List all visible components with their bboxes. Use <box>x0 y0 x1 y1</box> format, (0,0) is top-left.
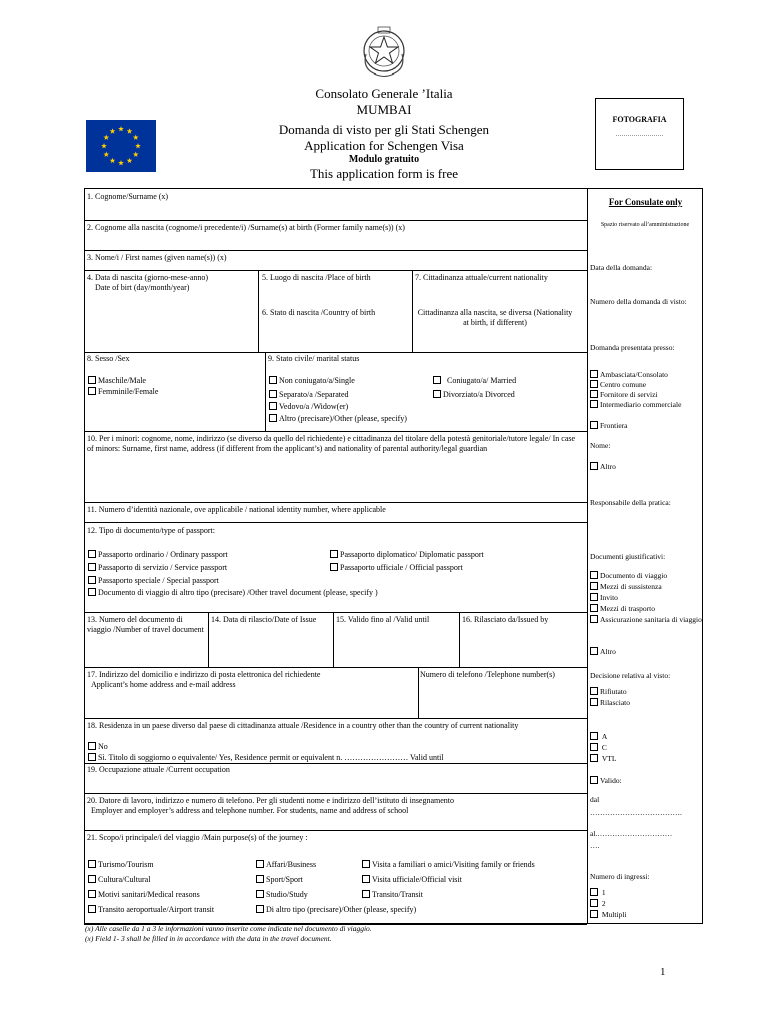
checkbox[interactable] <box>590 582 598 590</box>
checkbox[interactable] <box>269 414 277 422</box>
option-label: Intermediario commerciale <box>600 400 682 409</box>
option-label: VTL <box>601 754 617 763</box>
checkbox[interactable] <box>590 888 598 896</box>
free-note-it: Modulo gratuito <box>348 154 420 165</box>
purpose-airport-transit-option[interactable] <box>88 905 214 915</box>
field-12-label: 12. Tipo di documento/type of passport: <box>87 526 215 535</box>
sex-male-option[interactable] <box>88 376 146 386</box>
option-label: Coniugato/a/ Married <box>447 376 517 385</box>
doc-transport-option[interactable] <box>590 604 655 613</box>
checkbox[interactable] <box>362 875 370 883</box>
option-label: Passaporto ufficiale / Official passport <box>340 563 463 572</box>
checkbox[interactable] <box>269 402 277 410</box>
field-7b-label: Cittadinanza alla nascita, se diversa (Nationality at birth, if different) <box>417 308 573 327</box>
emblem-italy <box>358 24 410 80</box>
option-label: Multipli <box>601 910 627 919</box>
field-18-residence <box>87 721 557 731</box>
checkbox[interactable] <box>256 890 264 898</box>
marital-separated-option[interactable] <box>269 390 349 400</box>
option-label: Femminile/Female <box>98 387 159 396</box>
field-8-label: 8. Sesso /Sex <box>87 354 130 363</box>
valid-to-dots: …. <box>590 841 600 850</box>
option-label: A <box>601 732 608 741</box>
checkbox[interactable] <box>590 743 598 751</box>
submitted-at-label: Domanda presentata presso: <box>590 343 675 352</box>
passport-other-option[interactable] <box>88 588 378 598</box>
option-label: Passaporto speciale / Special passport <box>98 576 219 585</box>
checkbox[interactable] <box>269 376 277 384</box>
option-label: Visita a familiari o amici/Visiting family or friends <box>372 860 535 869</box>
checkbox[interactable] <box>590 400 598 408</box>
passport-official-option[interactable] <box>330 563 463 573</box>
purpose-official-option[interactable] <box>362 875 462 885</box>
photo-box[interactable] <box>595 98 684 170</box>
decision-issued-option[interactable] <box>590 698 630 707</box>
field-16-issued-by[interactable] <box>462 615 586 625</box>
purpose-transit-option[interactable] <box>362 890 423 900</box>
free-note-en: This application form is free <box>309 166 458 181</box>
purpose-other-option[interactable] <box>256 905 416 915</box>
field-16-label: 16. Rilasciato da/Issued by <box>462 615 549 624</box>
option-label: Altro <box>600 647 616 656</box>
submitted-border-option[interactable] <box>590 421 628 430</box>
option-label: Centro comune <box>600 380 647 389</box>
field-15-label: 15. Valido fino al /Valid until <box>336 615 430 624</box>
field-17-home-address[interactable] <box>87 670 415 690</box>
field-18-label: 18. Residenza in un paese diverso dal paese di cittadinanza attuale /Residence in a country other than the country of current nationality <box>87 721 519 730</box>
eu-flag <box>86 120 156 172</box>
consulate-city: MUMBAI <box>356 102 412 117</box>
consulate-only-title: For Consulate only <box>608 197 683 207</box>
footnote-en: (x) Field 1- 3 shall be filled in in accordance with the data in the travel document. <box>85 934 332 943</box>
option-label: Rifiutato <box>600 687 627 696</box>
purpose-medical-option[interactable] <box>88 890 200 900</box>
checkbox[interactable] <box>590 732 598 740</box>
consulate-name: Consolato Generale ’Italia <box>315 86 453 101</box>
checkbox[interactable] <box>433 376 441 384</box>
marital-other-option[interactable] <box>269 414 407 424</box>
checkbox[interactable] <box>590 593 598 601</box>
checkbox[interactable] <box>88 563 96 571</box>
checkbox[interactable] <box>88 753 96 761</box>
application-date-label: Data della domanda: <box>590 263 653 272</box>
checkbox[interactable] <box>330 550 338 558</box>
checkbox[interactable] <box>590 380 598 388</box>
field-20-label: 20. Datore di lavoro, indirizzo e numero di telefono. Per gli studenti nome e indirizzo dell’istituto di insegnamento <box>87 796 455 805</box>
option-label: Passaporto diplomatico/ Diplomatic passport <box>340 550 484 559</box>
option-label: Di altro tipo (precisare)/Other (please, specify) <box>266 905 417 914</box>
passport-special-option[interactable] <box>88 576 219 586</box>
field-14-label: 14. Data di rilascio/Date of Issue <box>211 615 317 624</box>
checkbox[interactable] <box>256 905 264 913</box>
field-7-label: 7. Cittadinanza attuale/current nationality <box>415 273 548 282</box>
field-19-label: 19. Occupazione attuale /Current occupation <box>87 765 230 774</box>
residence-no-option[interactable] <box>88 742 108 752</box>
form-title-en: Application for Schengen Visa <box>304 138 464 153</box>
option-label: Valido: <box>600 776 622 785</box>
entries-1-option[interactable] <box>590 888 606 897</box>
checkbox[interactable] <box>88 742 96 750</box>
option-label: Non coniugato/a/Single <box>279 376 355 385</box>
submitted-intermediary-option[interactable] <box>590 400 702 409</box>
field-2-surname-at-birth[interactable] <box>87 223 405 233</box>
field-12-document-type <box>87 526 215 536</box>
option-label: Divorziato/a Divorced <box>443 390 515 399</box>
field-7-nationality[interactable] <box>415 273 585 283</box>
option-label: Mezzi di sussistenza <box>600 582 662 591</box>
option-label: Invito <box>600 593 618 602</box>
entries-multi-option[interactable] <box>590 910 626 919</box>
option-label: Ambasciata/Consolato <box>600 370 668 379</box>
checkbox[interactable] <box>590 910 598 918</box>
field-3-label: 3. Nome/i / First names (given name(s)) (x) <box>87 253 227 262</box>
field-1-label: 1. Cognome/Surname (x) <box>87 192 169 201</box>
checkbox[interactable] <box>590 421 598 429</box>
valid-from-dots[interactable]: ………………………………. <box>590 808 682 817</box>
checkbox[interactable] <box>88 387 96 395</box>
checkbox[interactable] <box>88 875 96 883</box>
field-6-label: 6. Stato di nascita /Country of birth <box>262 308 376 317</box>
decision-refused-option[interactable] <box>590 687 627 696</box>
option-label: Passaporto ordinario / Ordinary passport <box>98 550 228 559</box>
photo-dots: …………………… <box>615 132 664 138</box>
checkbox[interactable] <box>88 376 96 384</box>
passport-service-option[interactable] <box>88 563 227 573</box>
checkbox[interactable] <box>330 563 338 571</box>
doc-travel-option[interactable] <box>590 571 667 580</box>
field-3-first-names[interactable] <box>87 253 227 263</box>
marital-divorced-option[interactable] <box>433 390 515 400</box>
submitted-provider-option[interactable] <box>590 390 658 399</box>
option-label: Rilasciato <box>600 698 630 707</box>
option-label: Maschile/Male <box>98 376 146 385</box>
sex-female-option[interactable] <box>88 387 158 397</box>
visa-type-a-option[interactable] <box>590 732 607 741</box>
option-label: No <box>98 742 108 751</box>
checkbox[interactable] <box>590 615 598 623</box>
checkbox[interactable] <box>88 860 96 868</box>
checkbox[interactable] <box>590 462 598 470</box>
checkbox[interactable] <box>88 588 96 596</box>
submitted-embassy-option[interactable] <box>590 370 668 379</box>
checkbox[interactable] <box>88 550 96 558</box>
option-label: Studio/Study <box>266 890 308 899</box>
purpose-tourism-option[interactable] <box>88 860 154 870</box>
footnote-it: (x) Alle caselle da 1 a 3 le informazioni vanno inserite come indicate nel documento di viaggio. <box>85 924 372 933</box>
field-20-employer[interactable] <box>87 796 582 816</box>
option-label: Documento di viaggio di altro tipo (precisare) /Other travel document (please, specify ) <box>98 588 378 597</box>
option-label: Altro <box>600 462 616 471</box>
checkbox[interactable] <box>590 698 598 706</box>
option-label: Motivi sanitari/Medical reasons <box>98 890 200 899</box>
checkbox[interactable] <box>88 890 96 898</box>
checkbox[interactable] <box>362 890 370 898</box>
option-label: Turismo/Tourism <box>98 860 154 869</box>
entries-label: Numero di ingressi: <box>590 872 650 881</box>
option-label: Sì. Titolo di soggiorno o equivalente/ Yes, Residence permit or equivalent n. …………………… Valid until <box>98 753 444 762</box>
reserved-note: Spazio riservato all’amministrazione <box>600 222 690 228</box>
field-6-country-of-birth[interactable] <box>262 308 392 318</box>
visa-type-c-option[interactable] <box>590 743 607 752</box>
submitted-other-option[interactable] <box>590 462 616 471</box>
field-2-label: 2. Cognome alla nascita (cognome/i precedente/i) /Surname(s) at birth (Former family name(s)) (x) <box>87 223 405 232</box>
name-label: Nome: <box>590 441 611 450</box>
purpose-sport-option[interactable] <box>256 875 303 885</box>
passport-ordinary-option[interactable] <box>88 550 228 560</box>
checkbox[interactable] <box>590 687 598 695</box>
checkbox[interactable] <box>433 390 441 398</box>
purpose-culture-option[interactable] <box>88 875 150 885</box>
checkbox[interactable] <box>590 604 598 612</box>
submitted-center-option[interactable] <box>590 380 646 389</box>
purpose-study-option[interactable] <box>256 890 308 900</box>
option-label: Frontiera <box>600 421 628 430</box>
doc-invite-option[interactable] <box>590 593 618 602</box>
responsible-label: Responsabile della pratica: <box>590 498 671 507</box>
doc-other-option[interactable] <box>590 647 616 656</box>
entries-2-option[interactable] <box>590 899 606 908</box>
field-20-label-en: Employer and employer’s address and telephone number. For students, name and address of school <box>91 806 409 815</box>
field-15-valid-until[interactable] <box>336 615 456 625</box>
field-21-purpose <box>87 833 308 843</box>
page-number: 1 <box>660 966 666 978</box>
option-label: Documento di viaggio <box>600 571 668 580</box>
option-label: Transito aeroportuale/Airport transit <box>98 905 215 914</box>
field-17-label-en: Applicant’s home address and e-mail address <box>91 680 236 689</box>
checkbox[interactable] <box>590 390 598 398</box>
field-9-label: 9. Stato civile/ marital status <box>268 354 360 363</box>
valid-from-label: dal <box>590 795 600 804</box>
checkbox[interactable] <box>256 875 264 883</box>
field-4-label-en: Date of birt (day/month/year) <box>95 283 190 292</box>
field-1-surname[interactable] <box>87 192 168 202</box>
checkbox[interactable] <box>590 776 598 784</box>
marital-widow-option[interactable] <box>269 402 348 412</box>
photo-label: FOTOGRAFIA <box>612 115 667 124</box>
checkbox[interactable] <box>590 754 598 762</box>
visa-type-vtl-option[interactable] <box>590 754 616 763</box>
field-11-national-id[interactable] <box>87 505 386 515</box>
valid-to-label[interactable]: al.………………………… <box>590 829 673 838</box>
application-number-label: Numero della domanda di visto: <box>590 297 687 306</box>
option-label: Cultura/Cultural <box>98 875 151 884</box>
field-4-label: 4. Data di nascita (giorno-mese-anno) <box>87 273 209 282</box>
valid-option[interactable] <box>590 776 622 785</box>
checkbox[interactable] <box>590 370 598 378</box>
option-label: 2 <box>601 899 606 908</box>
doc-means-option[interactable] <box>590 582 662 591</box>
option-label: Affari/Business <box>266 860 317 869</box>
checkbox[interactable] <box>88 576 96 584</box>
checkbox[interactable] <box>269 390 277 398</box>
option-label: Visita ufficiale/Official visit <box>372 875 462 884</box>
footnotes <box>85 924 372 944</box>
field-11-label: 11. Numero d’identità nazionale, ove applicabile / national identity number, where applicable <box>87 505 386 514</box>
field-7-nationality-birth[interactable] <box>415 308 575 328</box>
checkbox[interactable] <box>362 860 370 868</box>
field-5-label: 5. Luogo di nascita /Place of birth <box>262 273 371 282</box>
field-5-place-of-birth[interactable] <box>262 273 410 283</box>
supporting-docs-label: Documenti giustificativi: <box>590 552 666 561</box>
option-label: C <box>601 743 607 752</box>
checkbox[interactable] <box>590 571 598 579</box>
checkbox[interactable] <box>590 647 598 655</box>
field-14-date-of-issue[interactable] <box>211 615 329 625</box>
option-label: Vedovo/a /Widow(er) <box>279 402 349 411</box>
option-label: Transito/Transit <box>372 890 423 899</box>
passport-diplomatic-option[interactable] <box>330 550 484 560</box>
option-label: Fornitore di servizi <box>600 390 658 399</box>
field-17-label: 17. Indirizzo del domicilio e indirizzo di posta elettronica del richiedente <box>87 670 321 679</box>
field-8-sex <box>87 354 129 364</box>
option-label: Mezzi di trasporto <box>600 604 655 613</box>
option-label: Separato/a /Separated <box>279 390 349 399</box>
visa-decision-label: Decisione relativa al visto: <box>590 671 671 680</box>
marital-single-option[interactable] <box>269 376 355 386</box>
option-label: Assicurazione sanitaria di viaggio <box>600 615 702 624</box>
option-label: Altro (precisare)/Other (please, specify) <box>279 414 407 423</box>
doc-insurance-option[interactable] <box>590 615 702 624</box>
field-17-telephone[interactable] <box>420 670 586 680</box>
field-13-label: 13. Numero del documento di viaggio /Number of travel document <box>87 615 204 634</box>
option-label: 1 <box>601 888 606 897</box>
checkbox[interactable] <box>256 860 264 868</box>
field-10-label: 10. Per i minori: cognome, nome, indirizzo (se diverso da quello del richiedente) e cittadinanza del titolare della potestà genitoriale/tutore legale/ In case of minors: Surname, first name, address (if different from the applicant’s) and nationality of parental authority/legal guardian <box>87 434 576 453</box>
checkbox[interactable] <box>590 899 598 907</box>
marital-married-option[interactable] <box>433 376 516 386</box>
form-title-it: Domanda di visto per gli Stati Schengen <box>278 122 490 137</box>
field-17-phone-label: Numero di telefono /Telephone number(s) <box>420 670 555 679</box>
field-19-occupation[interactable] <box>87 765 230 775</box>
field-4-date-of-birth[interactable] <box>87 273 255 293</box>
checkbox[interactable] <box>88 905 96 913</box>
option-label: Passaporto di servizio / Service passport <box>98 563 228 572</box>
purpose-family-option[interactable] <box>362 860 535 870</box>
field-13-document-number[interactable] <box>87 615 205 635</box>
field-21-label: 21. Scopo/i principale/i del viaggio /Main purpose(s) of the journey : <box>87 833 308 842</box>
field-10-minors[interactable] <box>87 434 582 454</box>
purpose-business-option[interactable] <box>256 860 316 870</box>
field-9-marital-status <box>268 354 359 364</box>
residence-yes-option[interactable] <box>88 753 444 763</box>
option-label: Sport/Sport <box>266 875 303 884</box>
